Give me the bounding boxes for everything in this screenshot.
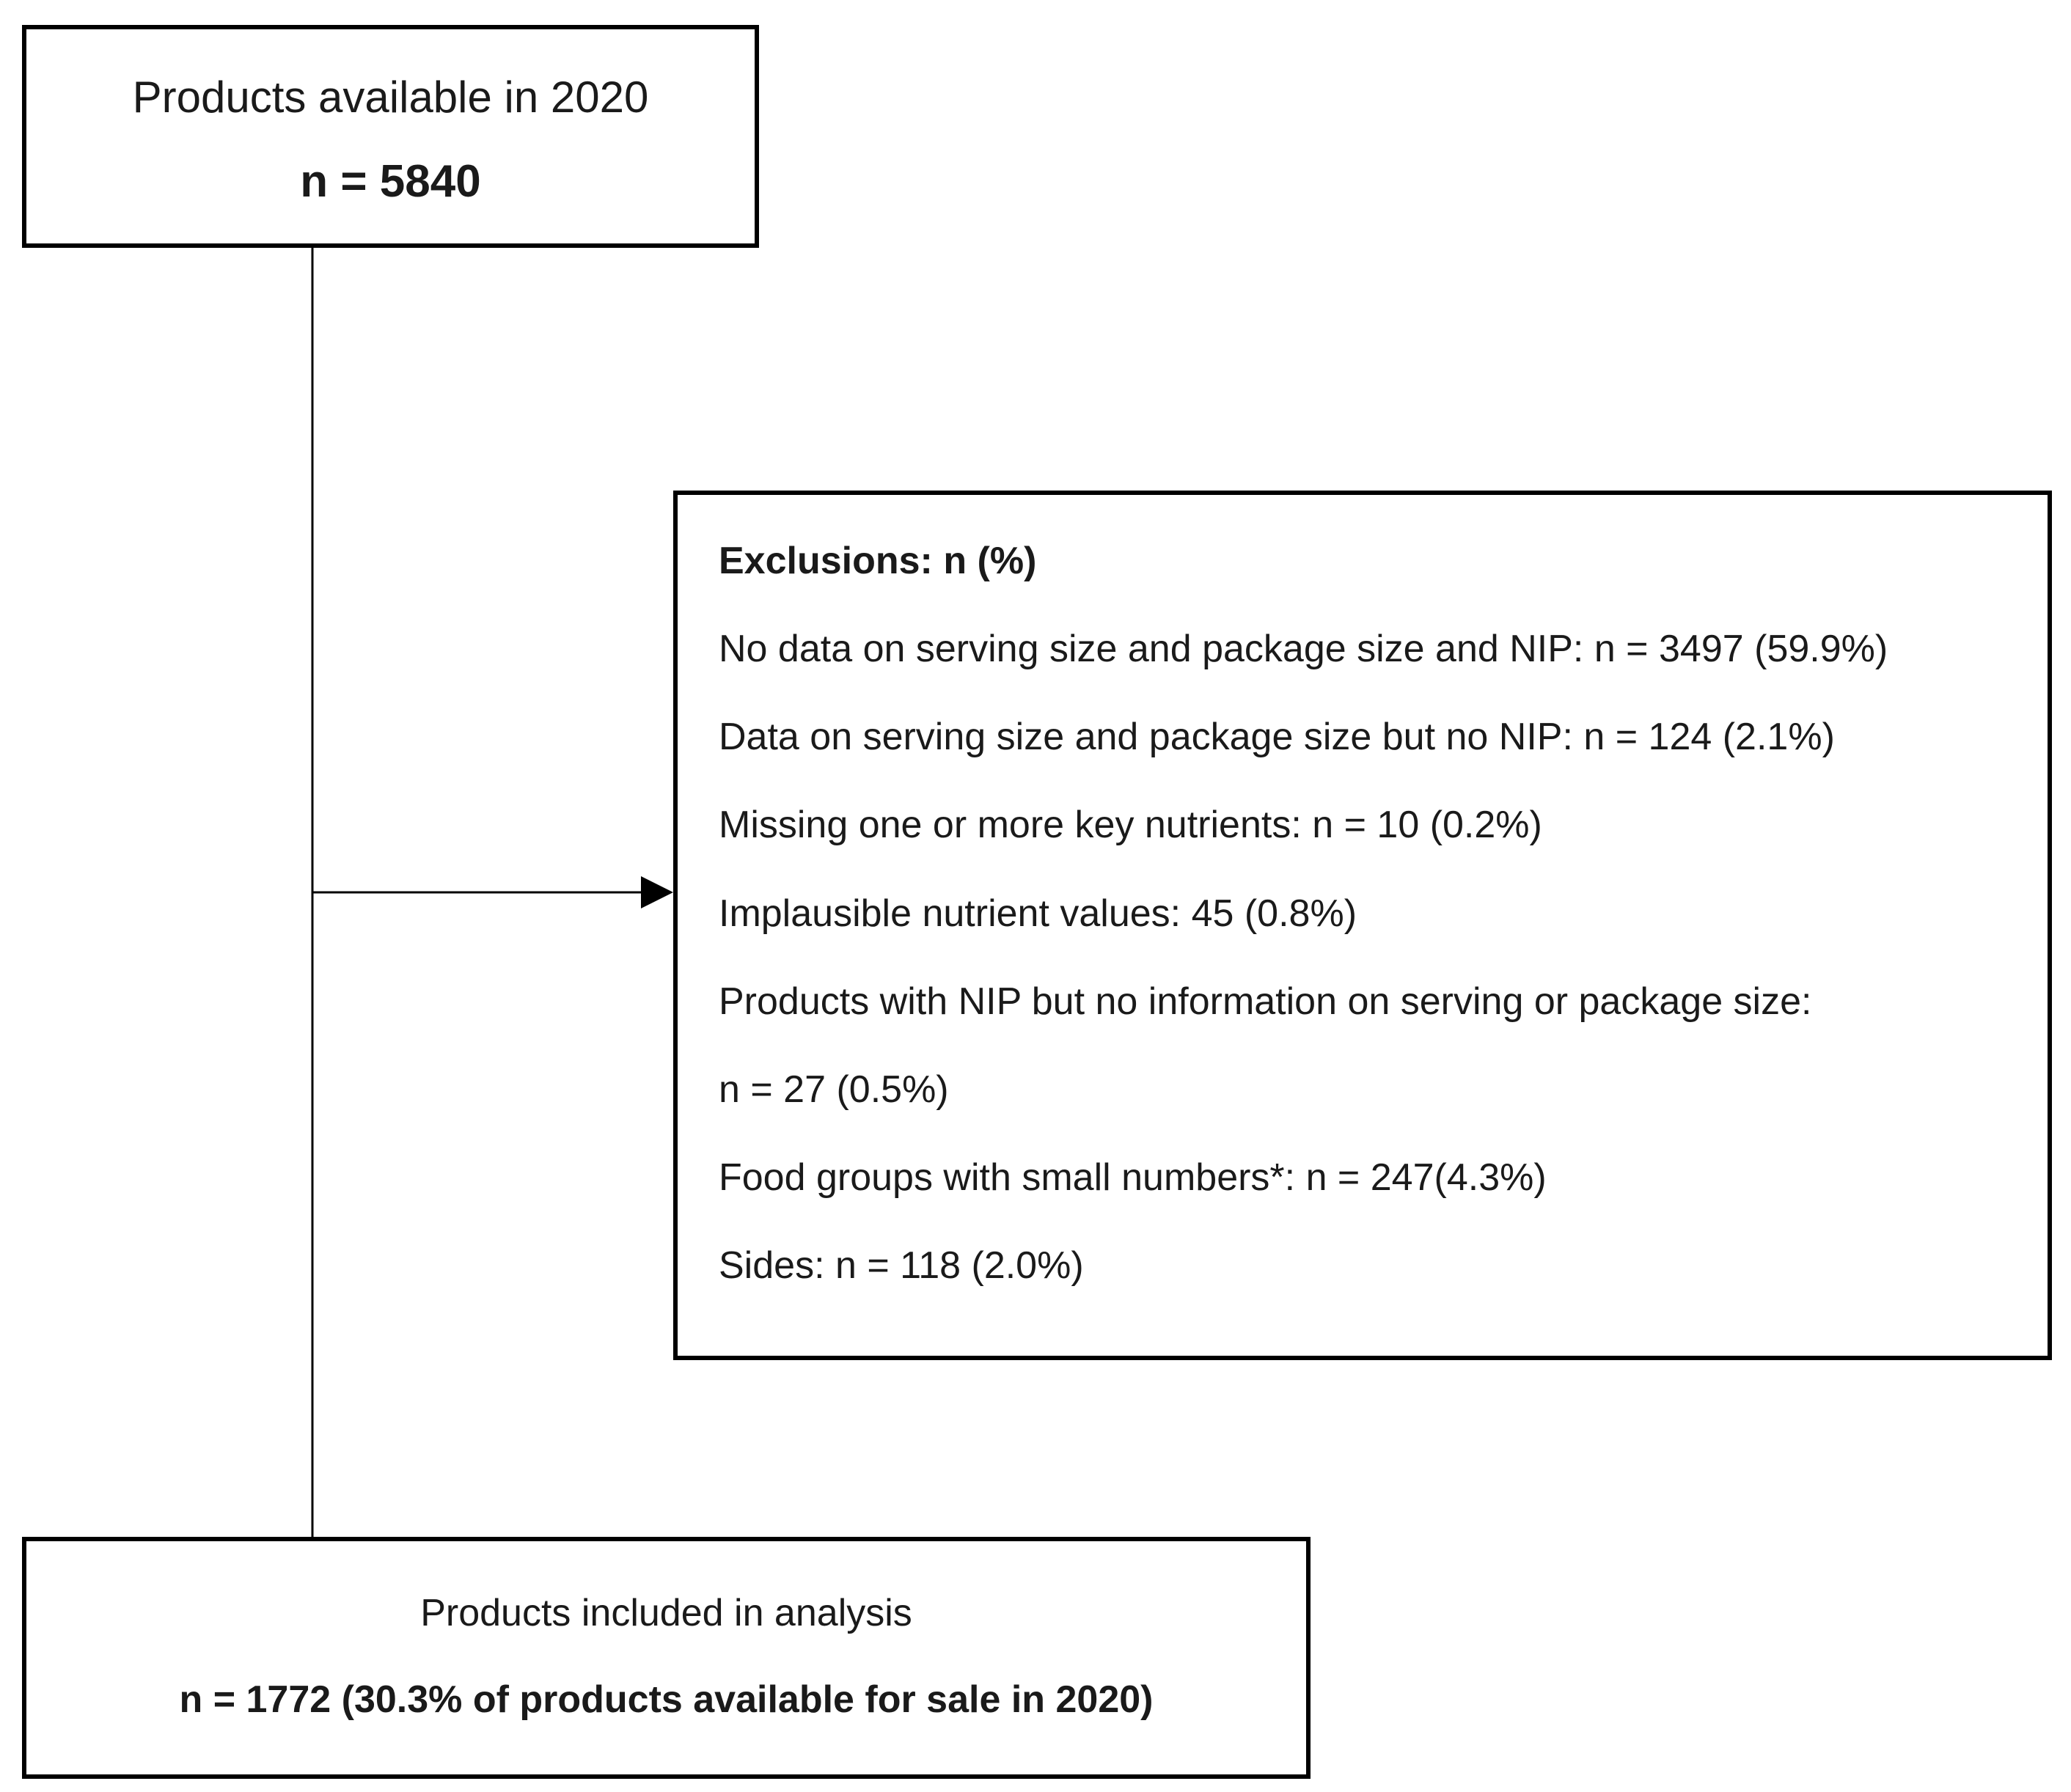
exclusions-box xyxy=(673,491,2052,1360)
products-available-box xyxy=(22,25,759,248)
exclusion-item: Missing one or more key nutrients: n = 10 (0.2%) xyxy=(719,804,1542,846)
products-available-count: n = 5840 xyxy=(300,156,481,207)
exclusion-item: Sides: n = 118 (2.0%) xyxy=(719,1244,1084,1287)
products-included-title: Products included in analysis xyxy=(420,1592,912,1634)
exclusion-item: Products with NIP but no information on serving or package size: xyxy=(719,980,1812,1023)
exclusion-arrowhead xyxy=(641,876,673,908)
products-included-count: n = 1772 (30.3% of products available for sale in 2020) xyxy=(179,1678,1154,1721)
exclusion-item-continued: n = 27 (0.5%) xyxy=(719,1068,949,1111)
exclusion-item: No data on serving size and package size and NIP: n = 3497 (59.9%) xyxy=(719,628,1888,670)
products-available-title: Products available in 2020 xyxy=(132,73,649,122)
exclusion-item: Implausible nutrient values: 45 (0.8%) xyxy=(719,892,1357,935)
exclusion-item: Food groups with small numbers*: n = 247(4.3%) xyxy=(719,1156,1547,1199)
exclusions-heading: Exclusions: n (%) xyxy=(719,540,1037,582)
products-included-box xyxy=(22,1537,1311,1779)
exclusion-item: Data on serving size and package size but no NIP: n = 124 (2.1%) xyxy=(719,716,1835,758)
